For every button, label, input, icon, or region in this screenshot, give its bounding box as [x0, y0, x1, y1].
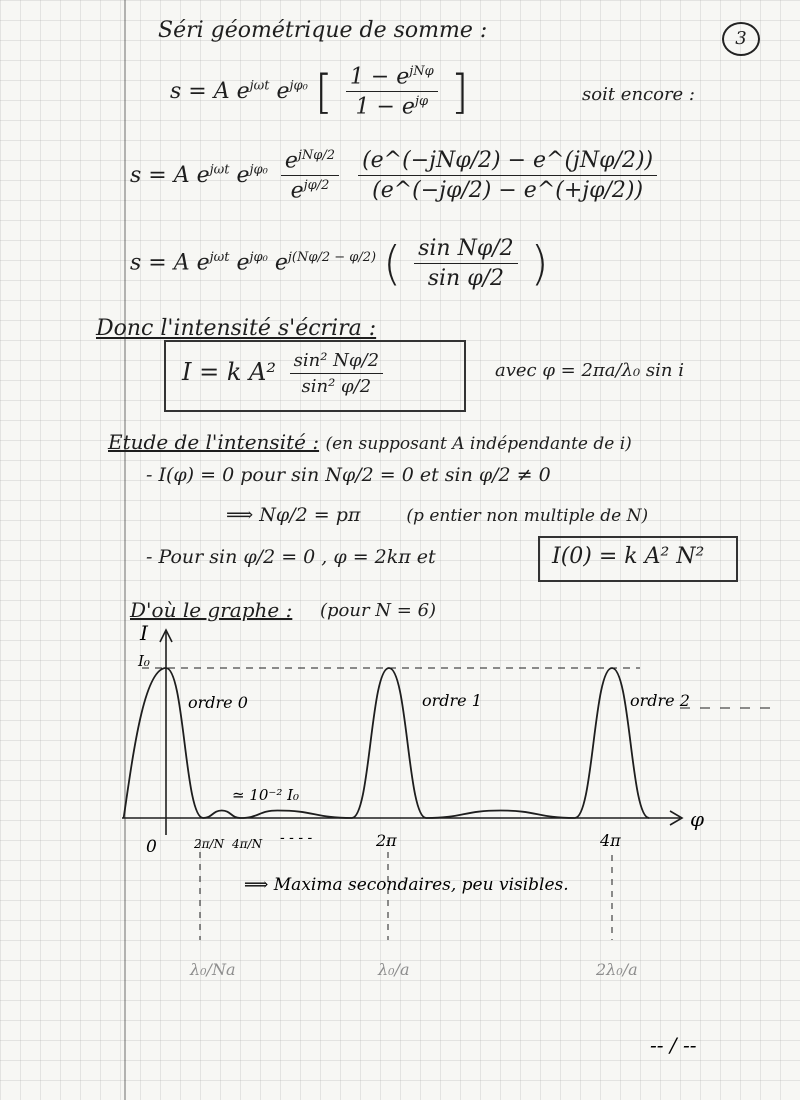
order1-label: ordre 1 [422, 691, 482, 710]
tick-2pi: 2π [376, 831, 397, 850]
y-max-label: I₀ [138, 652, 150, 670]
x-axis-label: φ [690, 807, 705, 831]
footer-mark: -- / -- [650, 1033, 697, 1057]
heading-geometric: Séri géométrique de somme : [158, 18, 488, 43]
equation-1: s = A $e^{j\omega t}$ $e^{j\varphi_0}$ [ $\frac{1 - e^{jN\varphi}}{1 - e^{j\varphi}}$ ] [170, 64, 469, 120]
secondary-level-label: ≃ 10⁻² I₀ [232, 786, 300, 804]
y-axis-label: I [140, 621, 148, 645]
order2-label: ordre 2 [630, 691, 690, 710]
maxima-note: ⟹ Maxima secondaires, peu visibles. [244, 875, 569, 895]
pencil-label-2: λ₀/a [378, 960, 410, 979]
equation-3: s = A $e^{j\omega t}$ $e^{j\varphi_0}$ $e^{j(N\varphi/2 - \varphi/2)}$ ( $\frac{\text{sin Nφ/2}}{\text{sin φ/2}}$ ) [130, 236, 549, 291]
page-number: 3 [722, 22, 760, 56]
tick-dots: - - - - [280, 830, 313, 846]
note-soit-encore: soit encore : [582, 84, 695, 105]
study-line-2: ⟹ Nφ/2 = pπ (p entier non multiple de N) [226, 504, 649, 526]
tick-4pi-n: 4π/N [232, 837, 263, 851]
tick-0: 0 [146, 837, 157, 857]
study-line-1: - I(φ) = 0 pour sin Nφ/2 = 0 et sin φ/2 ≠ 0 [146, 464, 551, 486]
equation-2: s = A $e^{j\omega t}$ $e^{j\varphi_0}$ $\frac{e^{jN\varphi/2}}{e^{j\varphi/2}}$ $\frac{\text{(e\textasciicircum{}(−jNφ/2) − e\textasciicircum{}(jNφ/2))}}{(e\^{}(-j\varphi/2) - e\^{}(+j\varphi/2))}$ [130, 148, 663, 204]
graph-heading-note: (pour N = 6) [320, 600, 437, 621]
pencil-label-1: λ₀/Na [190, 960, 236, 979]
i0-formula: I(0) = k A² N² [552, 544, 705, 569]
study-heading: Etude de l'intensité : (en supposant A indépendante de i) [108, 430, 632, 454]
intensity-heading: Donc l'intensité s'écrira : [96, 316, 377, 341]
tick-4pi: 4π [600, 831, 621, 850]
study-line-3: - Pour sin φ/2 = 0 , φ = 2kπ et [146, 546, 436, 568]
intensity-formula: I = k A² $\frac{\text{sin² Nφ/2}}{\text{sin² φ/2}}$ [182, 350, 389, 397]
order0-label: ordre 0 [188, 693, 248, 712]
tick-2pi-n: 2π/N [194, 837, 225, 851]
intensity-curve [124, 668, 649, 818]
phi-definition: avec φ = 2πa/λ₀ sin i [495, 360, 684, 381]
pencil-label-3: 2λ₀/a [596, 960, 638, 979]
graph-heading: D'où le graphe : [130, 598, 293, 622]
